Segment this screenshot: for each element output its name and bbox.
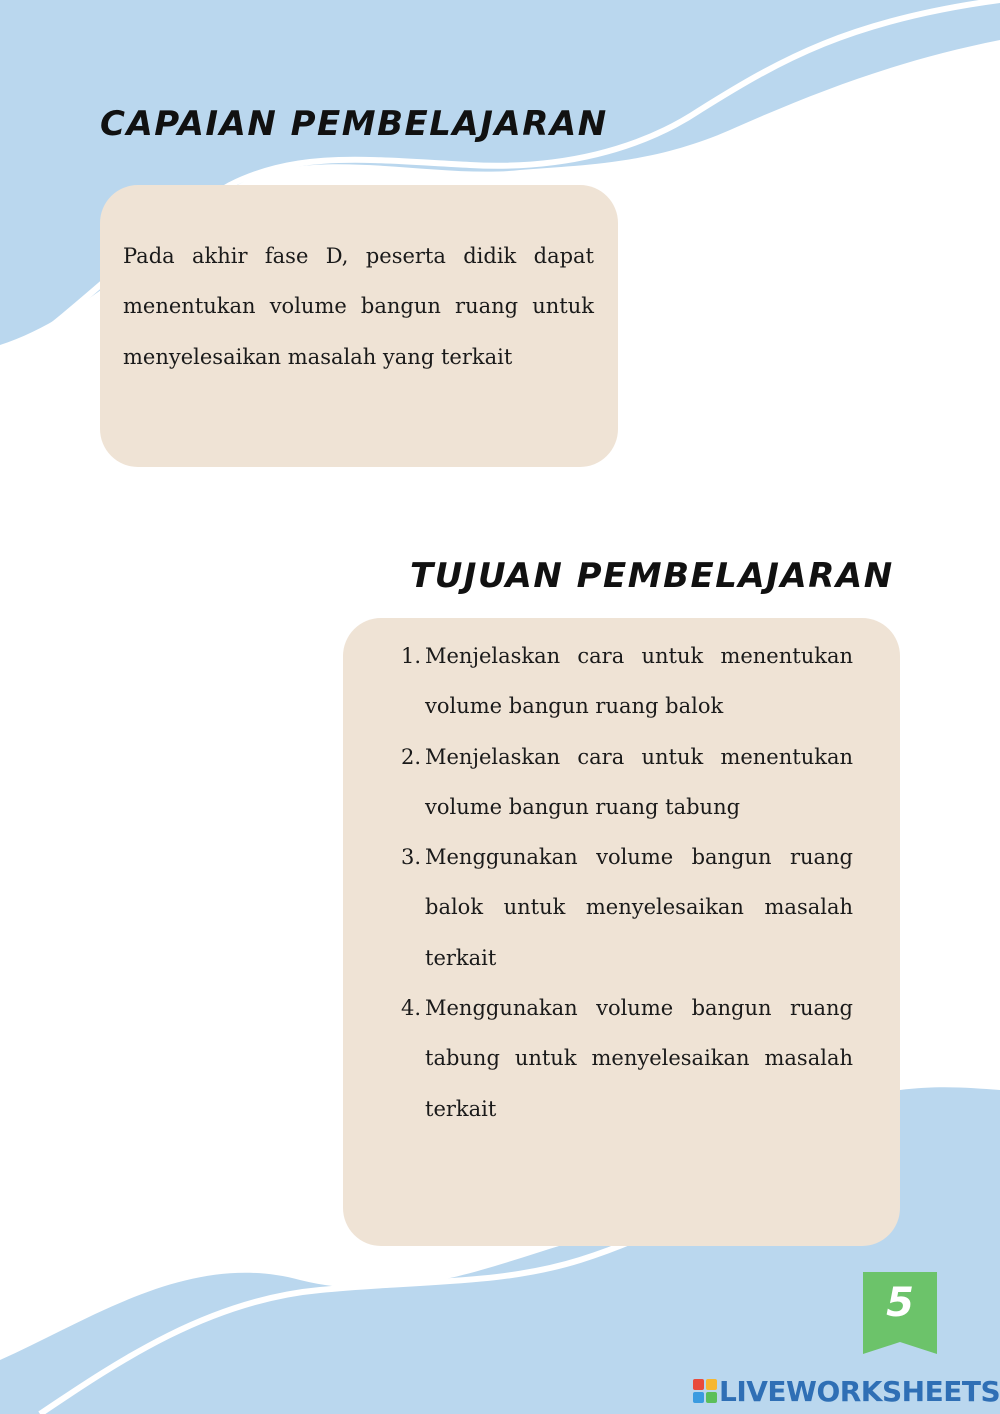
tujuan-item <box>401 983 853 1134</box>
tujuan-list <box>401 631 853 1134</box>
capaian-text: Pada akhir fase D, peserta didik dapat menentukan volume bangun ruang untuk menyelesaikan masalah yang terkait <box>123 244 594 369</box>
tujuan-item-number: 3. <box>401 845 422 870</box>
capaian-heading: CAPAIAN PEMBELAJARAN <box>100 104 608 144</box>
tujuan-card <box>343 618 900 1246</box>
tujuan-item <box>401 732 853 833</box>
tujuan-item-text: Menggunakan volume bangun ruang tabung untuk menyelesaikan masalah terkait <box>425 996 853 1121</box>
tujuan-item-number: 2. <box>401 744 422 769</box>
tujuan-item-text: Menjelaskan cara untuk menentukan volume bangun ruang balok <box>425 644 853 719</box>
tujuan-item <box>401 631 853 732</box>
tujuan-item-number: 1. <box>401 644 422 668</box>
tujuan-heading: TUJUAN PEMBELAJARAN <box>410 556 894 596</box>
liveworksheets-logo-text: LIVEWORKSHEETS <box>719 1374 1000 1408</box>
capaian-card <box>100 185 618 467</box>
tujuan-item-text: Menjelaskan cara untuk menentukan volume bangun ruang tabung <box>425 744 853 819</box>
liveworksheets-logo-icon <box>693 1379 717 1403</box>
tujuan-item-number: 4. <box>401 996 422 1021</box>
liveworksheets-logo <box>693 1374 1000 1408</box>
tujuan-item-text: Menggunakan volume bangun ruang balok untuk menyelesaikan masalah terkait <box>425 845 853 970</box>
tujuan-item <box>401 832 853 983</box>
page-number: 5 <box>886 1280 914 1326</box>
